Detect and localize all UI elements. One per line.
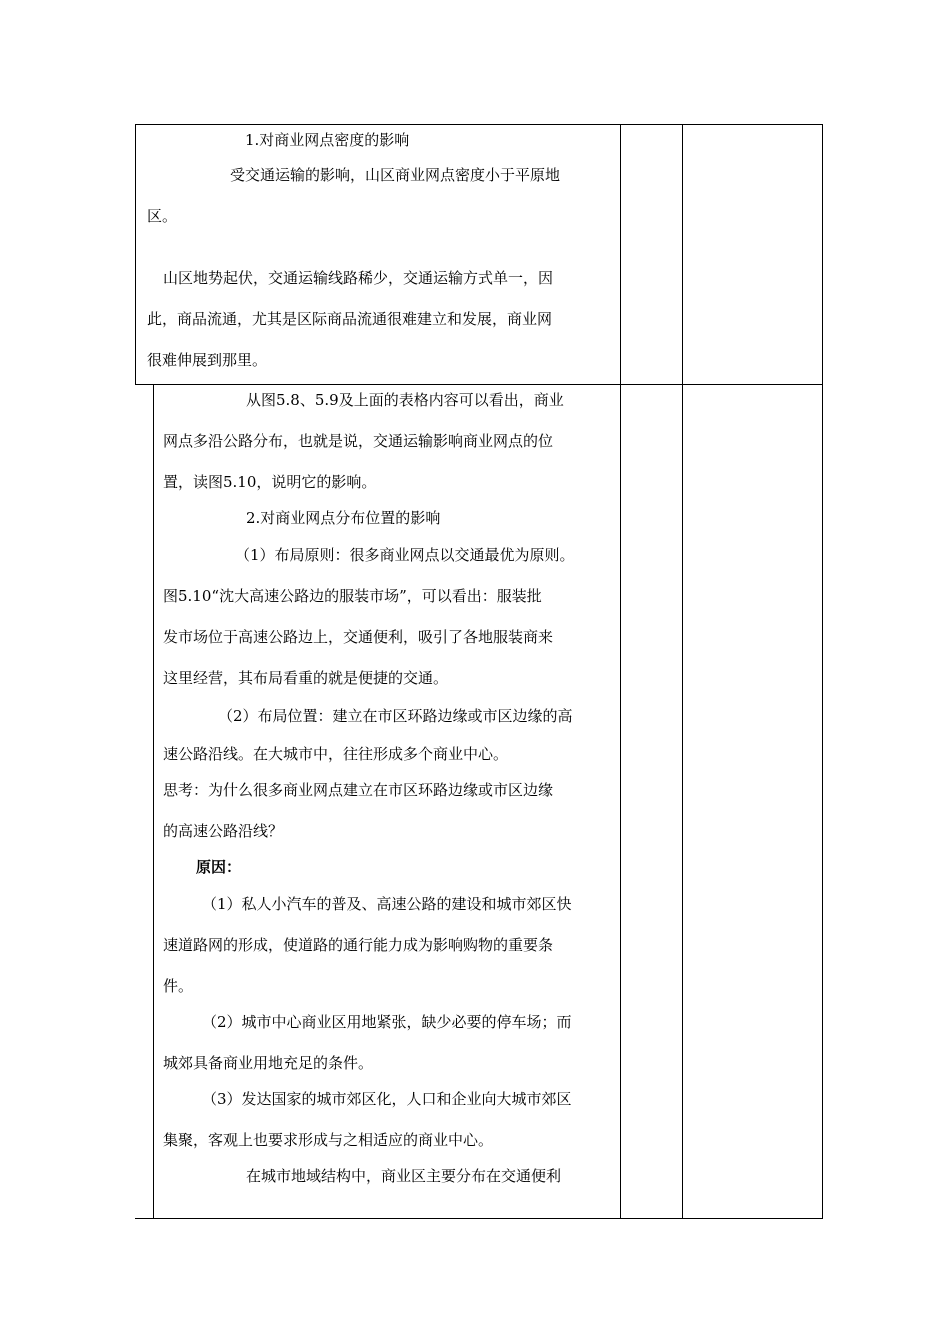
reason1-line2: 速道路网的形成，使道路的通行能力成为影响购物的重要条 [163, 936, 554, 954]
principle-line1: （1）布局原则：很多商业网点以交通最优为原则。 [235, 546, 575, 564]
section2-intro-line3: 置，读图5.10，说明它的影响。 [163, 473, 377, 491]
reason3-line2: 集聚，客观上也要求形成与之相适应的商业中心。 [163, 1131, 494, 1149]
table-bottom-border [135, 1218, 823, 1219]
table-right-border [822, 124, 823, 1219]
principle-line2: 图5.10“沈大高速公路边的服装市场”，可以看出：服装批 [163, 587, 542, 605]
section2-heading: 2.对商业网点分布位置的影响 [246, 509, 441, 527]
principle-line4: 这里经营，其布局看重的就是便捷的交通。 [163, 669, 449, 687]
section1-paragraph1-line2: 区。 [147, 207, 178, 225]
think-line1: 思考：为什么很多商业网点建立在市区环路边缘或市区边缘 [163, 781, 554, 799]
think-line2: 的高速公路沿线？ [163, 822, 284, 840]
reason-label: 原因： [196, 858, 242, 876]
principle-line3: 发市场位于高速公路边上，交通便利，吸引了各地服装商来 [163, 628, 554, 646]
location-line2: 速公路沿线。在大城市中，往往形成多个商业中心。 [163, 745, 509, 763]
reason1-line3: 件。 [163, 977, 194, 995]
table-top-border [135, 124, 823, 125]
table-left-border-row1 [135, 124, 136, 385]
section2-intro-line2: 网点多沿公路分布，也就是说，交通运输影响商业网点的位 [163, 432, 554, 450]
section1-paragraph1-line1: 受交通运输的影响，山区商业网点密度小于平原地 [230, 166, 561, 184]
table-left-border-row2 [153, 384, 154, 1219]
section1-paragraph2-line3: 很难伸展到那里。 [147, 351, 268, 369]
final-line: 在城市地域结构中，商业区主要分布在交通便利 [246, 1167, 562, 1185]
column-divider-1 [620, 124, 621, 1219]
section1-paragraph2-line1: 山区地势起伏，交通运输线路稀少，交通运输方式单一，因 [163, 269, 554, 287]
reason2-line1: （2）城市中心商业区用地紧张，缺少必要的停车场；而 [202, 1013, 572, 1031]
column-divider-2 [682, 124, 683, 1219]
row-divider [135, 384, 823, 385]
location-line1: （2）布局位置：建立在市区环路边缘或市区边缘的高 [218, 707, 573, 725]
section1-paragraph2-line2: 此，商品流通，尤其是区际商品流通很难建立和发展，商业网 [147, 310, 553, 328]
section2-intro-line1: 从图5.8、5.9及上面的表格内容可以看出，商业 [246, 391, 564, 409]
section1-heading: 1.对商业网点密度的影响 [245, 131, 410, 149]
reason2-line2: 城郊具备商业用地充足的条件。 [163, 1054, 374, 1072]
reason3-line1: （3）发达国家的城市郊区化，人口和企业向大城市郊区 [202, 1090, 572, 1108]
reason1-line1: （1）私人小汽车的普及、高速公路的建设和城市郊区快 [202, 895, 572, 913]
